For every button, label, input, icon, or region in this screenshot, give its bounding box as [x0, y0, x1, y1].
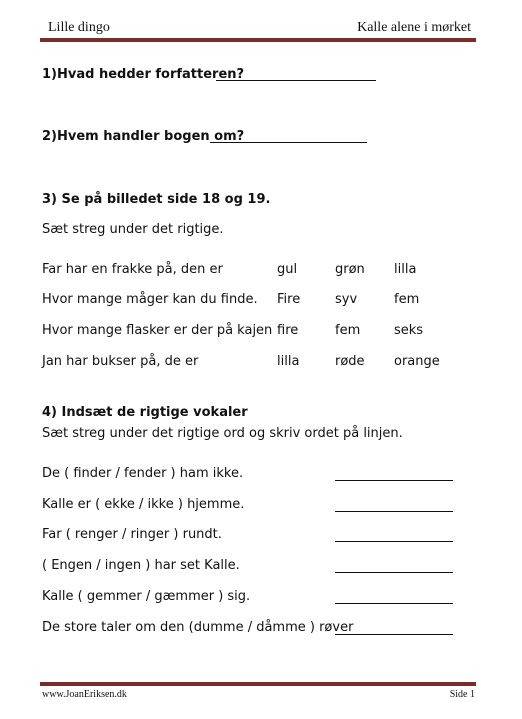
q3-row-option[interactable]: gul	[277, 262, 298, 277]
q4-answer-line[interactable]	[335, 511, 453, 512]
q3-row-option[interactable]: røde	[335, 354, 365, 369]
q3-row-option[interactable]: syv	[335, 292, 358, 307]
q3-row-option[interactable]: fire	[277, 323, 299, 338]
q4-answer-line[interactable]	[335, 634, 453, 635]
q4-sentence: De store taler om den (dumme / dåmme ) røver	[42, 620, 354, 635]
q3-row-question: Hvor mange flasker er der på kajen	[42, 323, 273, 338]
header-rule	[40, 38, 476, 42]
q4-answer-line[interactable]	[335, 572, 453, 573]
footer-page-number: Side 1	[449, 689, 475, 700]
header-left: Lille dingo	[48, 20, 110, 35]
q4-answer-line[interactable]	[335, 603, 453, 604]
q3-row-option[interactable]: grøn	[335, 262, 365, 277]
q4-sentence: De ( finder / fender ) ham ikke.	[42, 466, 244, 481]
q3-row-option[interactable]: lilla	[277, 354, 300, 369]
q3-row-question: Far har en frakke på, den er	[42, 262, 223, 277]
q3-row-option[interactable]: lilla	[394, 262, 417, 277]
question-3-title: 3) Se på billedet side 18 og 19.	[42, 192, 271, 207]
q3-row-option[interactable]: orange	[394, 354, 440, 369]
q4-sentence: Kalle ( gemmer / gæmmer ) sig.	[42, 589, 251, 604]
question-4-instruction: Sæt streg under det rigtige ord og skriv ordet på linjen.	[42, 426, 403, 441]
q3-row-option[interactable]: Fire	[277, 292, 301, 307]
q3-row-question: Hvor mange måger kan du finde.	[42, 292, 258, 307]
footer-website: www.JoanEriksen.dk	[42, 689, 127, 700]
q3-row-question: Jan har bukser på, de er	[42, 354, 199, 369]
question-1: 1)Hvad hedder forfatteren?	[42, 67, 245, 82]
question-4-title: 4) Indsæt de rigtige vokaler	[42, 405, 248, 420]
question-3-instruction: Sæt streg under det rigtige.	[42, 222, 224, 237]
answer-line-2[interactable]	[210, 142, 367, 143]
question-2: 2)Hvem handler bogen om?	[42, 129, 245, 144]
answer-line-1[interactable]	[216, 80, 376, 81]
footer-rule	[40, 682, 476, 686]
q4-sentence: Kalle er ( ekke / ikke ) hjemme.	[42, 497, 245, 512]
q4-answer-line[interactable]	[335, 480, 453, 481]
header-right: Kalle alene i mørket	[357, 20, 471, 35]
q3-row-option[interactable]: fem	[394, 292, 420, 307]
q4-sentence: ( Engen / ingen ) har set Kalle.	[42, 558, 240, 573]
q3-row-option[interactable]: fem	[335, 323, 361, 338]
q4-answer-line[interactable]	[335, 541, 453, 542]
q4-sentence: Far ( renger / ringer ) rundt.	[42, 527, 222, 542]
q3-row-option[interactable]: seks	[394, 323, 424, 338]
